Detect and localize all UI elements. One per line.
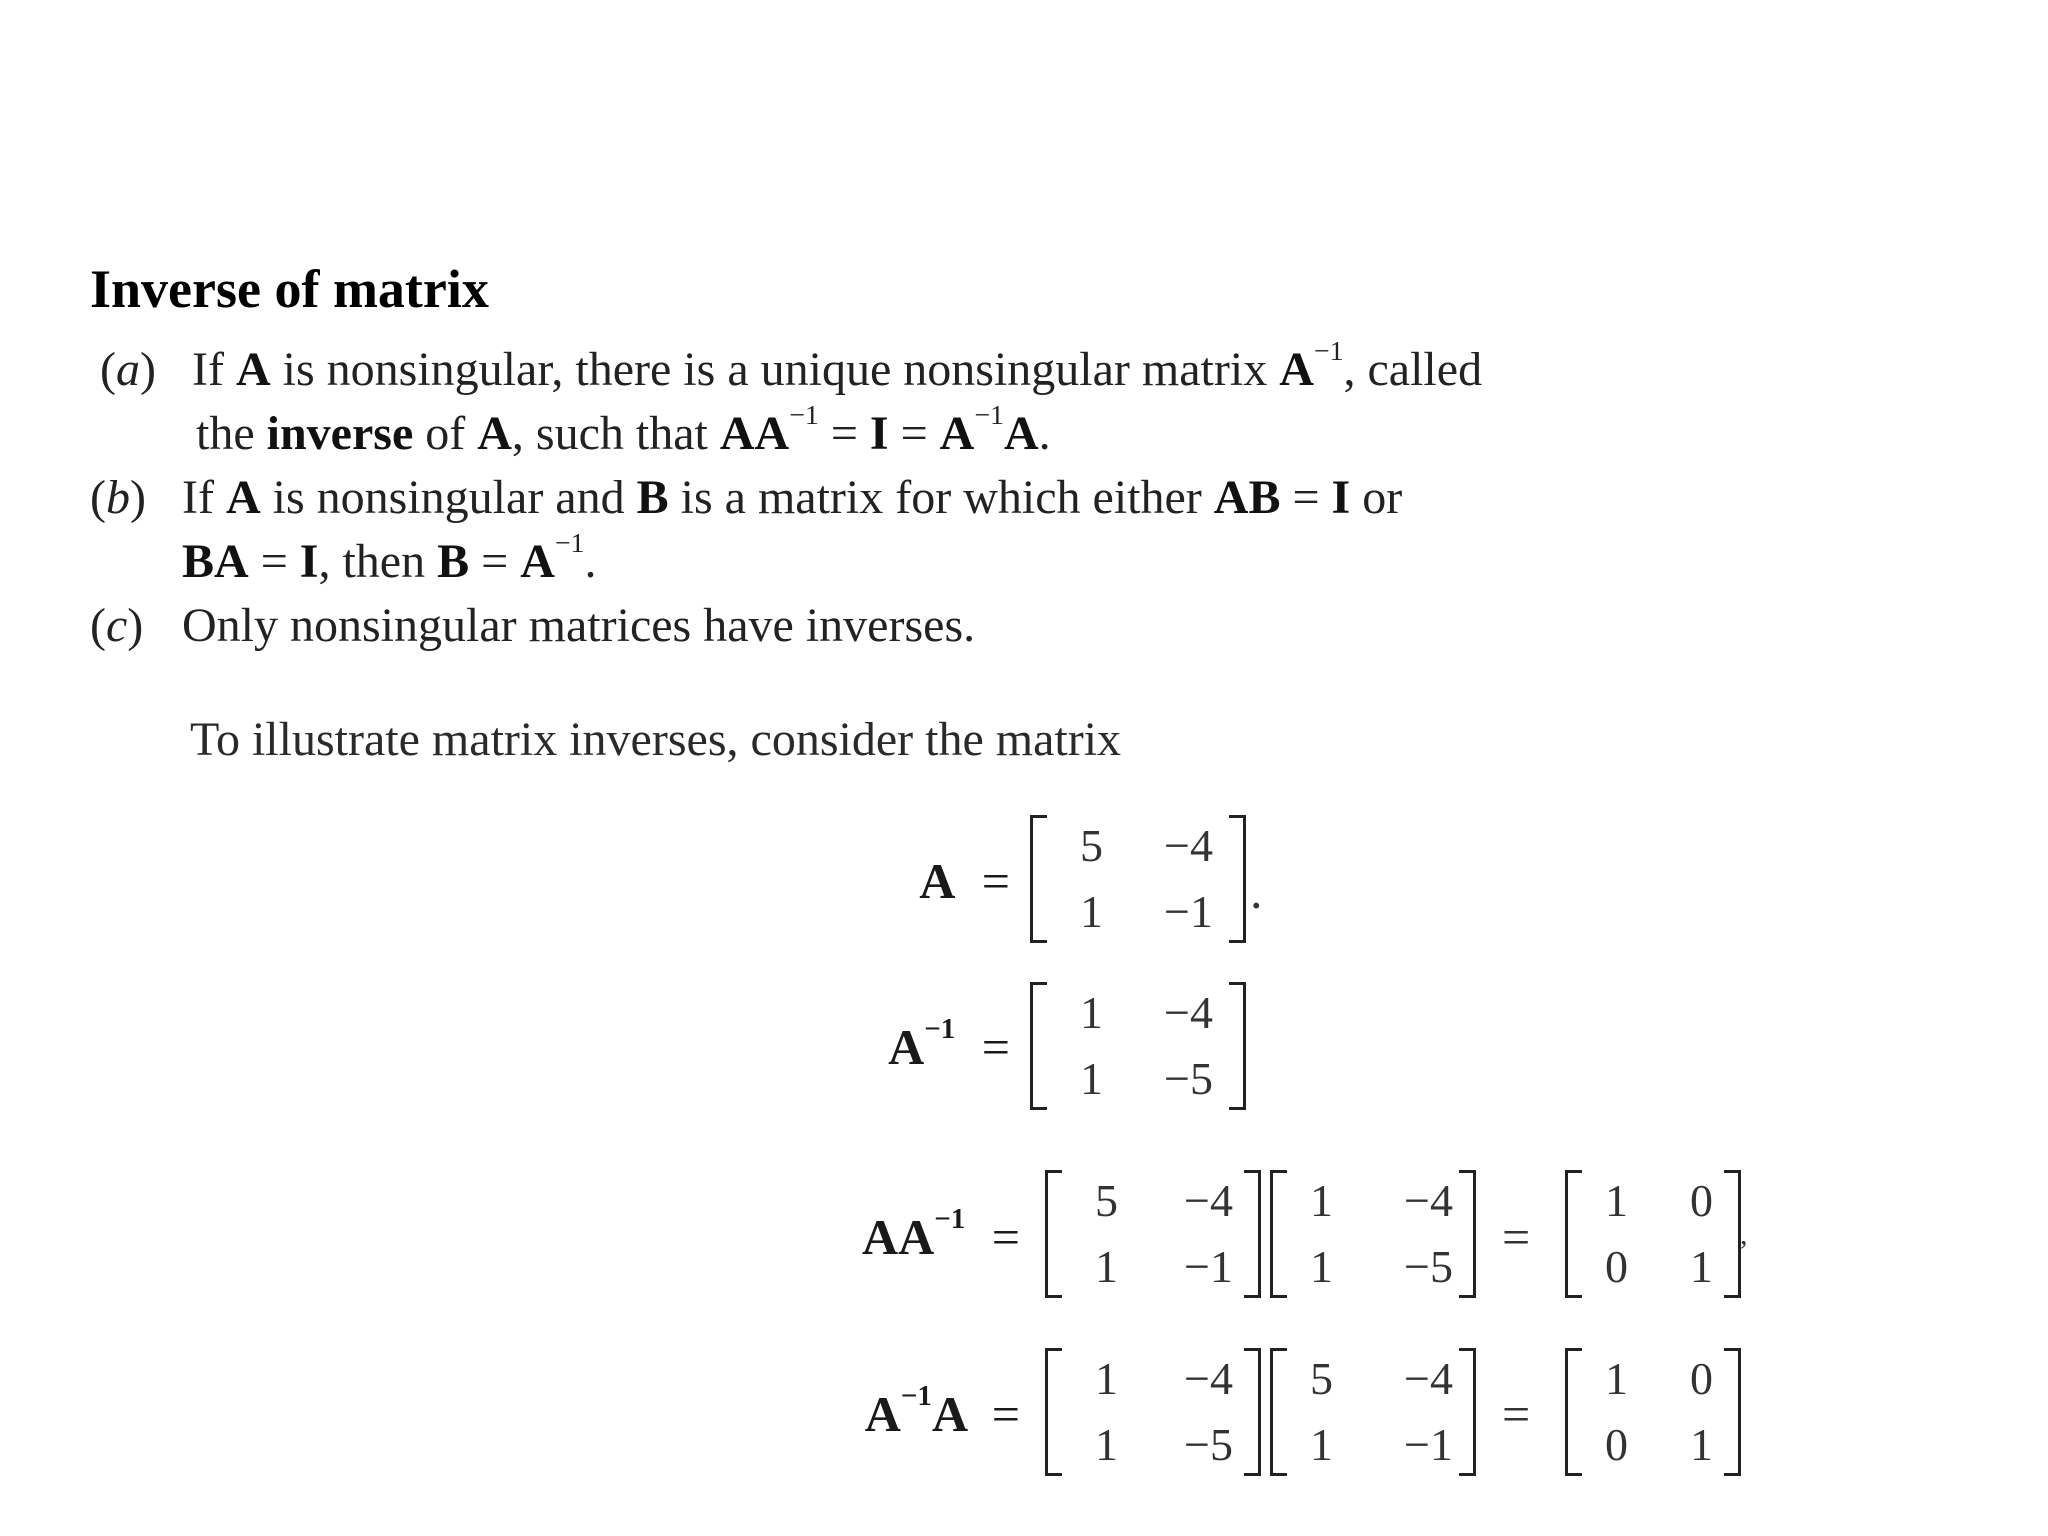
equation-4-lhs: $A^{-1}A$ = bbox=[864, 1379, 1020, 1442]
list-item-c bbox=[90, 594, 1710, 658]
equation-2-lhs: $A^{-1}$ = bbox=[888, 1012, 1010, 1075]
item-label-c: (c) bbox=[90, 599, 144, 652]
matrix-a-inverse bbox=[1030, 982, 1246, 1110]
equals-sign: = bbox=[981, 853, 1010, 909]
matrix-cell: 1 bbox=[1095, 1353, 1118, 1404]
page-title: Inverse of matrix bbox=[90, 259, 489, 319]
list-item-a bbox=[100, 335, 1700, 466]
matrix-cell: −4 bbox=[1164, 987, 1213, 1038]
matrix-cell: 1 bbox=[1310, 1419, 1333, 1470]
matrix-cell: −4 bbox=[1164, 820, 1213, 871]
matrix-cell: −5 bbox=[1184, 1419, 1233, 1470]
matrix-cell: −4 bbox=[1404, 1175, 1453, 1226]
equals-sign: = bbox=[981, 1019, 1010, 1075]
matrix-cell: 1 bbox=[1095, 1241, 1118, 1292]
trailing-period: . bbox=[1250, 863, 1263, 919]
matrix-a bbox=[1270, 1348, 1476, 1476]
matrix-a-inverse bbox=[1270, 1170, 1476, 1298]
matrix-cell: −4 bbox=[1404, 1353, 1453, 1404]
matrix-cell: 1 bbox=[1080, 987, 1103, 1038]
matrix-cell: 1 bbox=[1690, 1419, 1713, 1470]
equals-sign: = bbox=[991, 1386, 1020, 1442]
matrix-cell: 5 bbox=[1310, 1353, 1333, 1404]
identity-matrix bbox=[1565, 1170, 1741, 1298]
item-b-line-1: If A is nonsingular and B is a matrix for which either AB = I or bbox=[182, 471, 1403, 524]
matrix-cell: 1 bbox=[1605, 1353, 1628, 1404]
matrix-cell: −4 bbox=[1184, 1353, 1233, 1404]
matrix-cell: 0 bbox=[1690, 1353, 1713, 1404]
equals-sign: = bbox=[1502, 1209, 1531, 1265]
matrix-a-inverse bbox=[1045, 1348, 1261, 1476]
equation-3-lhs: $AA^{-1}$ = bbox=[862, 1202, 1020, 1265]
matrix-cell: 1 bbox=[1605, 1175, 1628, 1226]
item-a-line-2: the inverse of A, such that $AA^{-1} = I = A^{-1}A$. bbox=[196, 399, 1051, 460]
intro-text: To illustrate matrix inverses, consider the matrix bbox=[190, 713, 1122, 766]
matrix-cell: −4 bbox=[1184, 1175, 1233, 1226]
identity-matrix bbox=[1565, 1348, 1741, 1476]
item-b-line-2: BA = I, then $B = A^{-1}$. bbox=[182, 527, 597, 588]
matrix-cell: 0 bbox=[1690, 1175, 1713, 1226]
matrix-cell: −5 bbox=[1404, 1241, 1453, 1292]
equals-sign: = bbox=[1502, 1386, 1531, 1442]
matrix-cell: 1 bbox=[1095, 1419, 1118, 1470]
matrix-cell: 1 bbox=[1080, 886, 1103, 937]
equals-sign: = bbox=[991, 1209, 1020, 1265]
item-label-b: (b) bbox=[90, 471, 146, 524]
item-c-line-1: Only nonsingular matrices have inverses. bbox=[182, 599, 976, 652]
matrix-cell: −1 bbox=[1164, 886, 1213, 937]
matrix-cell: 1 bbox=[1690, 1241, 1713, 1292]
matrix-a bbox=[1045, 1170, 1261, 1298]
matrix-cell: 1 bbox=[1080, 1053, 1103, 1104]
matrix-cell: 5 bbox=[1080, 820, 1103, 871]
trailing-comma: , bbox=[1740, 1218, 1748, 1251]
item-label-a: (a) bbox=[100, 343, 156, 396]
item-a-line-1: If A is nonsingular, there is a unique nonsingular matrix $A^{-1}$, called bbox=[192, 335, 1483, 396]
matrix-cell: 1 bbox=[1310, 1241, 1333, 1292]
equation-1-lhs: A = bbox=[919, 853, 1010, 909]
matrix-cell: −5 bbox=[1164, 1053, 1213, 1104]
matrix-cell: 0 bbox=[1605, 1419, 1628, 1470]
matrix-cell: −1 bbox=[1184, 1241, 1233, 1292]
matrix-cell: −1 bbox=[1404, 1419, 1453, 1470]
matrix-a bbox=[1030, 815, 1246, 943]
matrix-cell: 1 bbox=[1310, 1175, 1333, 1226]
matrix-cell: 0 bbox=[1605, 1241, 1628, 1292]
matrix-cell: 5 bbox=[1095, 1175, 1118, 1226]
list-item-b bbox=[90, 466, 1710, 594]
